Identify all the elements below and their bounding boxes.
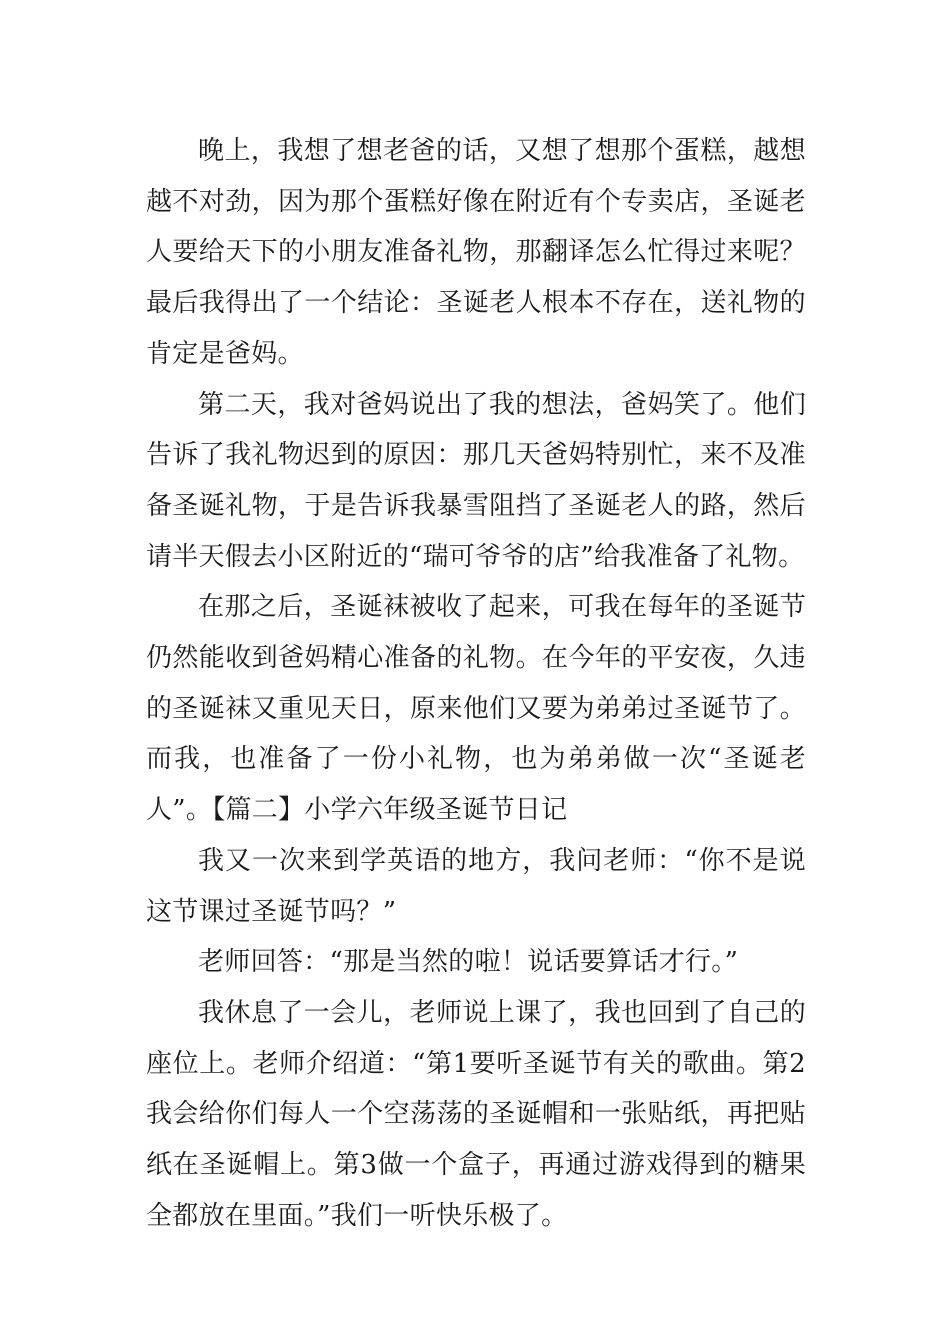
paragraph-6: 我休息了一会儿，老师说上课了，我也回到了自己的座位上。老师介绍道：“第1要听圣诞节有关的歌曲。第2我会给你们每人一个空荡荡的圣诞帽和一张贴纸，再把贴纸在圣诞帽上。第3做一个盒子，再通过游戏得到的糖果全都放在里面。”我们一听快乐极了。 <box>146 997 806 1231</box>
paragraph-2: 第二天，我对爸妈说出了我的想法，爸妈笑了。他们告诉了我礼物迟到的原因：那几天爸妈特别忙，来不及准备圣诞礼物，于是告诉我暴雪阻挡了圣诞老人的路，然后请半天假去小区附近的“瑞可爷爷的店”给我准备了礼物。 <box>146 389 806 572</box>
document-body <box>146 126 806 1241</box>
paragraph-1: 晚上，我想了想老爸的话，又想了想那个蛋糕，越想越不对劲，因为那个蛋糕好像在附近有个专卖店，圣诞老人要给天下的小朋友准备礼物，那翻译怎么忙得过来呢？最后我得出了一个结论：圣诞老人根本不存在，送礼物的肯定是爸妈。 <box>146 136 806 369</box>
paragraph-5: 老师回答：“那是当然的啦！说话要算话才行。” <box>198 947 739 978</box>
paragraph-4: 我又一次来到学英语的地方，我问老师：“你不是说这节课过圣诞节吗？” <box>146 845 806 927</box>
paragraph-3: 在那之后，圣诞袜被收了起来，可我在每年的圣诞节仍然能收到爸妈精心准备的礼物。在今年的平安夜，久违的圣诞袜又重见天日，原来他们又要为弟弟过圣诞节了。而我，也准备了一份小礼物，也为弟弟做一次“圣诞老人”。【篇二】小学六年级圣诞节日记 <box>146 592 806 826</box>
